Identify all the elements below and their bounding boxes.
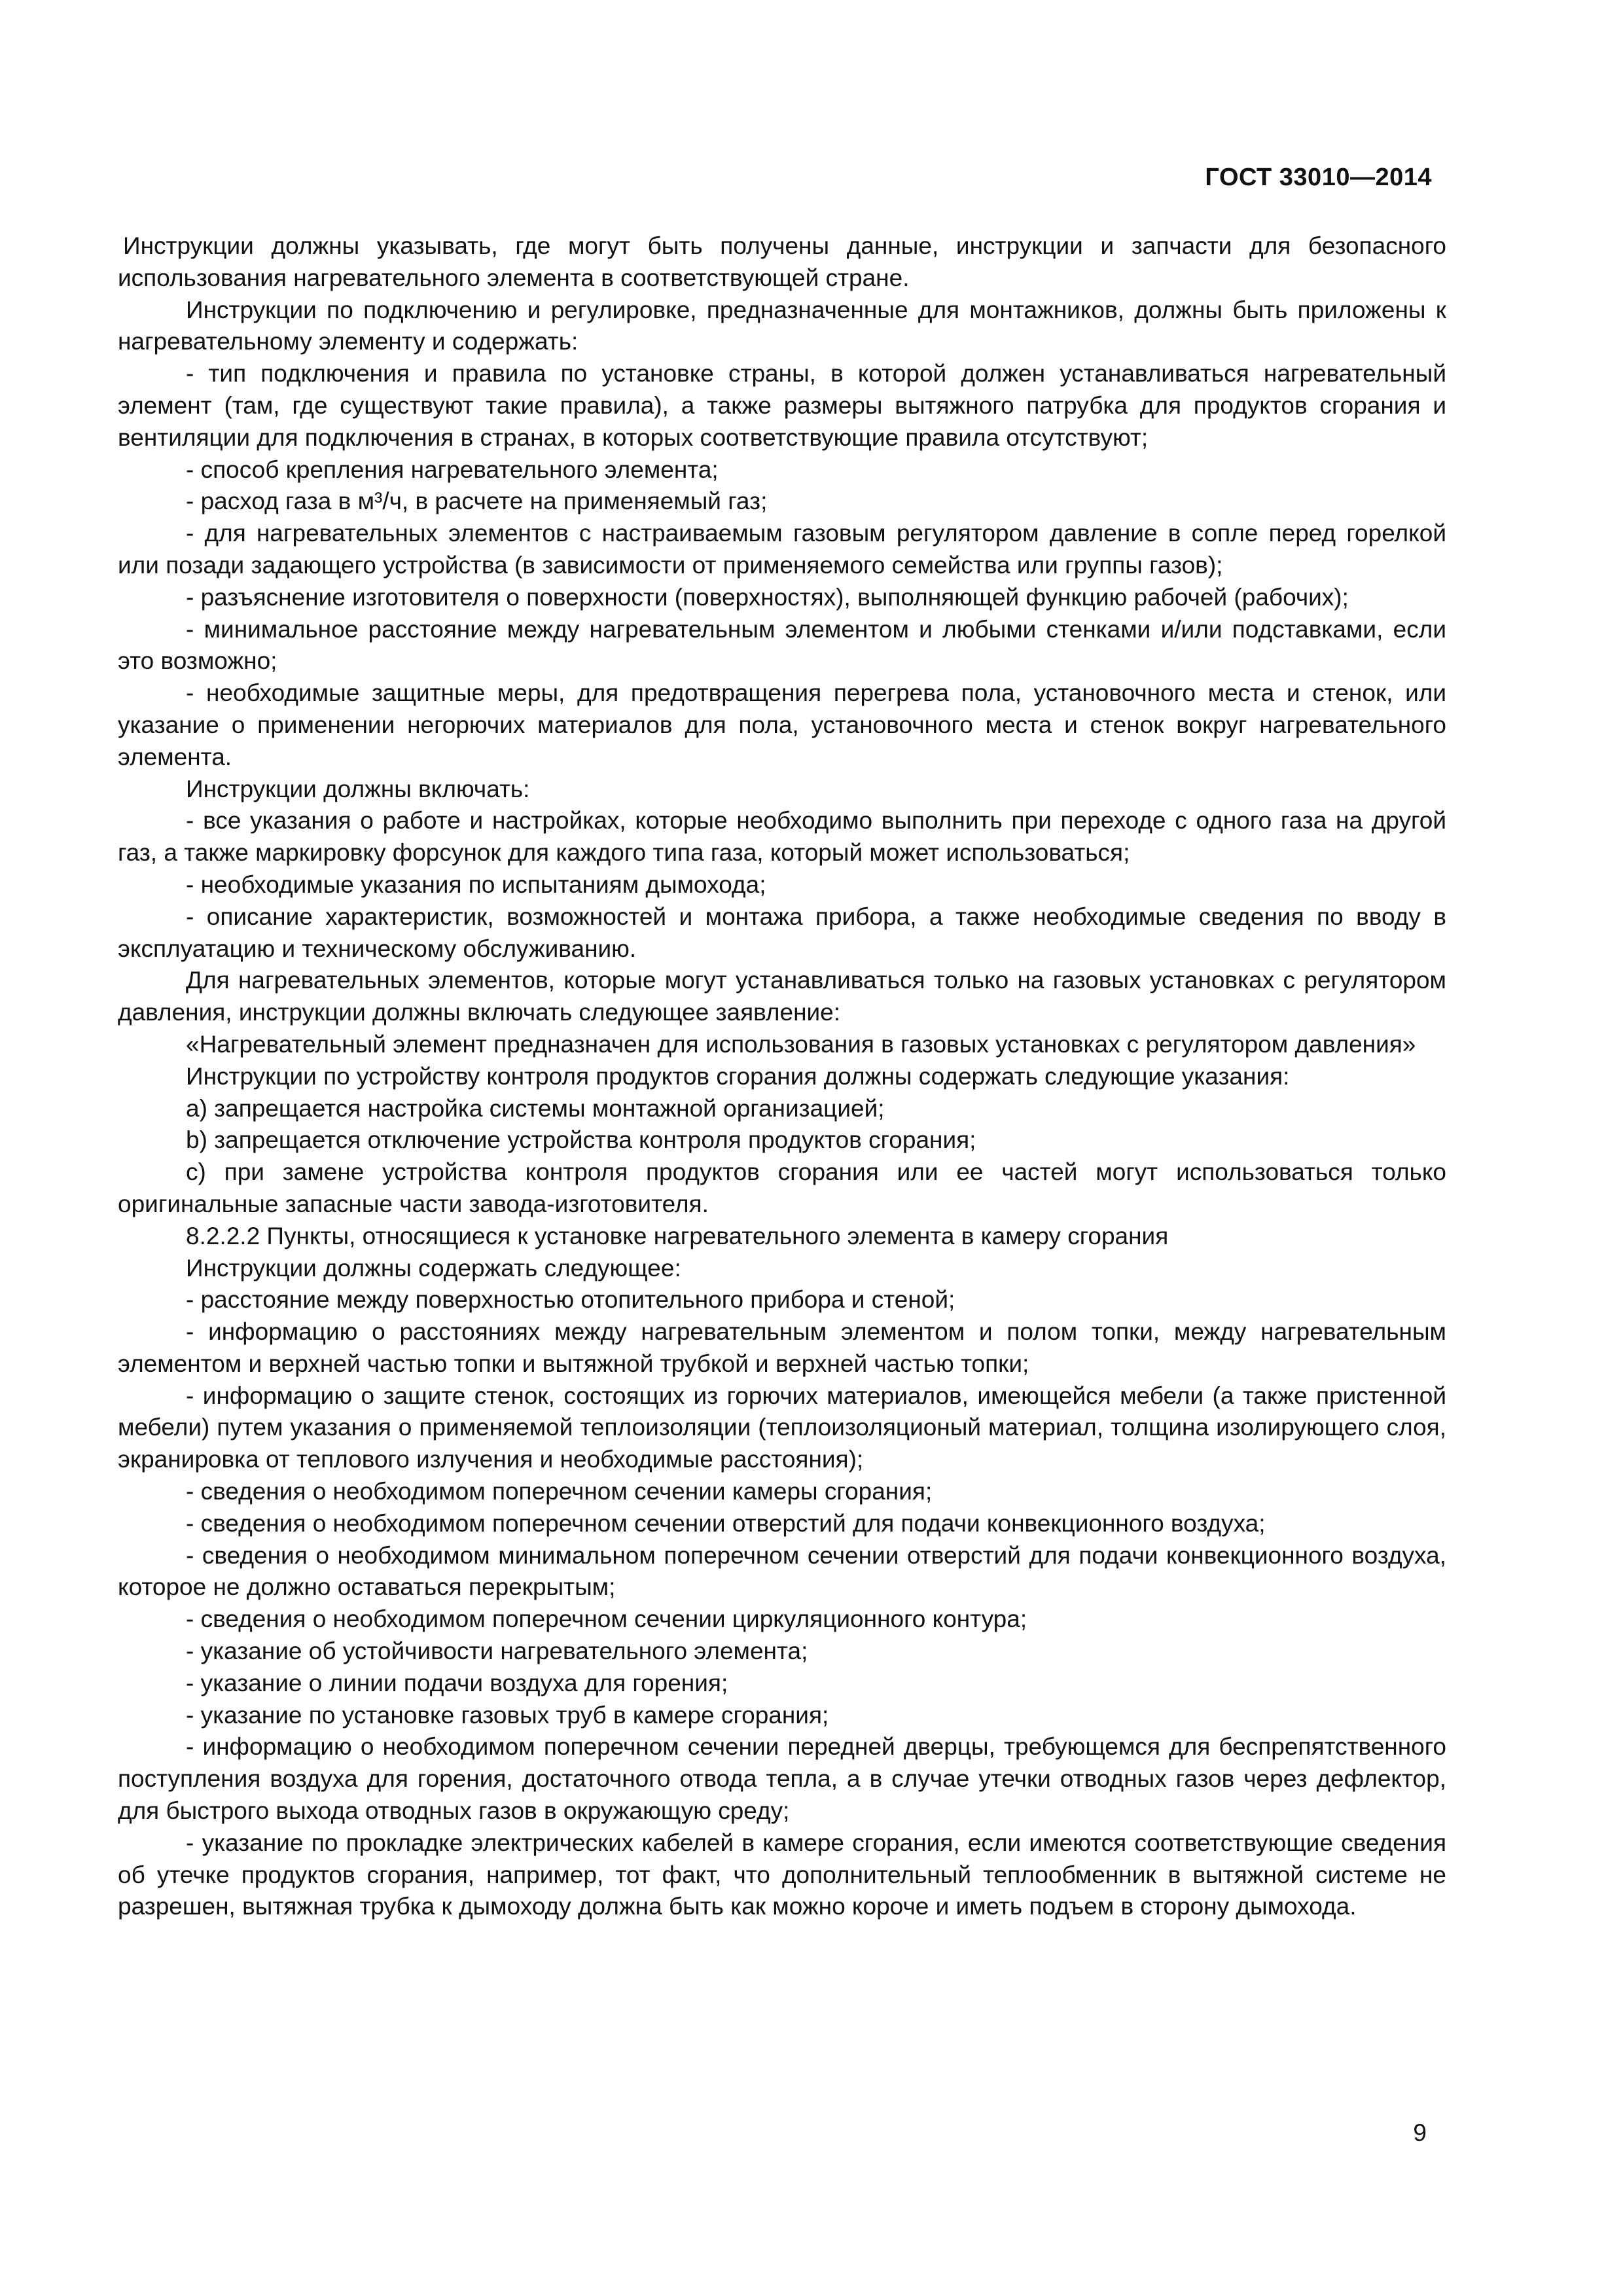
list-item: - тип подключения и правила по установке страны, в которой должен устанавливаться нагревательный элемент (там, где существуют такие правила), а также размеры вытяжного патрубка для продуктов сгорания и вентиляции для подключения в странах, в которых соответствующие правила отсутствуют; (118, 360, 1446, 451)
paragraph: Для нагревательных элементов, которые могут устанавливаться только на газовых установках с регулятором давления, инструкции должны включать следующее заявление: (118, 967, 1446, 1026)
document-body (118, 230, 1446, 1923)
paragraph: Инструкции должны включать: (186, 775, 530, 802)
list-item: - сведения о необходимом поперечном сечении циркуляционного контура; (186, 1605, 1027, 1633)
list-item: - расход газа в м³/ч, в расчете на применяемый газ; (186, 488, 768, 515)
paragraph: Инструкции должны указывать, где могут быть получены данные, инструкции и запчасти для безопасного использования нагревательного элемента в соответствующей стране. (118, 232, 1446, 291)
list-item: - указание о линии подачи воздуха для горения; (186, 1669, 728, 1696)
list-item: - описание характеристик, возможностей и монтажа прибора, а также необходимые сведения по вводу в эксплуатацию и техническому обслуживанию. (118, 903, 1446, 962)
list-item: - сведения о необходимом минимальном поперечном сечении отверстий для подачи конвекционного воздуха, которое не должно оставаться перекрытым; (118, 1541, 1446, 1601)
quoted-statement: «Нагревательный элемент предназначен для использования в газовых установках с регулятором давления» (186, 1030, 1416, 1058)
list-item: - способ крепления нагревательного элемента; (186, 456, 719, 483)
paragraph: Инструкции должны содержать следующее: (186, 1254, 681, 1282)
paragraph: Инструкции по устройству контроля продуктов сгорания должны содержать следующие указания: (186, 1062, 1290, 1090)
list-item: - разъяснение изготовителя о поверхности (поверхностях), выполняющей функцию рабочей (рабочих); (186, 583, 1349, 611)
list-item: - информацию о необходимом поперечном сечении передней дверцы, требующемся для беспрепятственного поступления воздуха для горения, достаточного отвода тепла, а в случае утечки отводных газов через дефлектор, для быстрого выхода отводных газов в окружающую среду; (118, 1733, 1446, 1825)
list-item: - для нагревательных элементов с настраиваемым газовым регулятором давление в сопле перед горелкой или позади задающего устройства (в зависимости от применяемого семейства или группы газов); (118, 520, 1446, 579)
list-item: - указание об устойчивости нагревательного элемента; (186, 1638, 808, 1665)
list-item: - необходимые защитные меры, для предотвращения перегрева пола, установочного места и стенок, или указание о применении негорючих материалов для пола, установочного места и стенок вокруг нагревательного элемента. (118, 679, 1446, 770)
page-number: 9 (1413, 2119, 1427, 2146)
list-item: c) при замене устройства контроля продуктов сгорания или ее частей могут использоваться только оригинальные запасные части завода-изготовителя. (118, 1158, 1446, 1217)
list-item: - указание по установке газовых труб в камере сгорания; (186, 1701, 829, 1729)
list-item: - указание по прокладке электрических кабелей в камере сгорания, если имеются соответствующие сведения об утечке продуктов сгорания, например, тот факт, что дополнительный теплообменник в вытяжной системе не разрешен, вытяжная трубка к дымоходу должна быть как можно короче и иметь подъем в сторону дымохода. (118, 1829, 1446, 1920)
document-header (1205, 164, 1432, 192)
section-heading: 8.2.2.2 Пункты, относящиеся к установке нагревательного элемента в камеру сгорания (186, 1222, 1169, 1249)
paragraph: Инструкции по подключению и регулировке, предназначенные для монтажников, должны быть приложены к нагревательному элементу и содержать: (118, 296, 1446, 355)
list-item: - все указания о работе и настройках, которые необходимо выполнить при переходе с одного газа на другой газ, а также маркировку форсунок для каждого типа газа, который может использоваться; (118, 807, 1446, 867)
list-item: - минимальное расстояние между нагревательным элементом и любыми стенками и/или подставками, если это возможно; (118, 615, 1446, 675)
list-item: - информацию о защите стенок, состоящих из горючих материалов, имеющейся мебели (а также пристенной мебели) путем указания о применяемой теплоизоляции (теплоизоляционый материал, толщина изолирующего слоя, экранировка от теплового излучения и необходимые расстояния); (118, 1382, 1446, 1473)
list-item: b) запрещается отключение устройства контроля продуктов сгорания; (186, 1126, 976, 1154)
list-item: - информацию о расстояниях между нагревательным элементом и полом топки, между нагревательным элементом и верхней частью топки и вытяжной трубкой и верхней частью топки; (118, 1318, 1446, 1377)
list-item: - необходимые указания по испытаниям дымохода; (186, 870, 766, 898)
list-item: - сведения о необходимом поперечном сечении камеры сгорания; (186, 1478, 933, 1505)
standard-number: ГОСТ 33010—2014 (1205, 164, 1432, 191)
list-item: - сведения о необходимом поперечном сечении отверстий для подачи конвекционного воздуха; (186, 1509, 1266, 1537)
list-item: - расстояние между поверхностью отопительного прибора и стеной; (186, 1286, 955, 1314)
list-item: a) запрещается настройка системы монтажной организацией; (186, 1094, 885, 1122)
